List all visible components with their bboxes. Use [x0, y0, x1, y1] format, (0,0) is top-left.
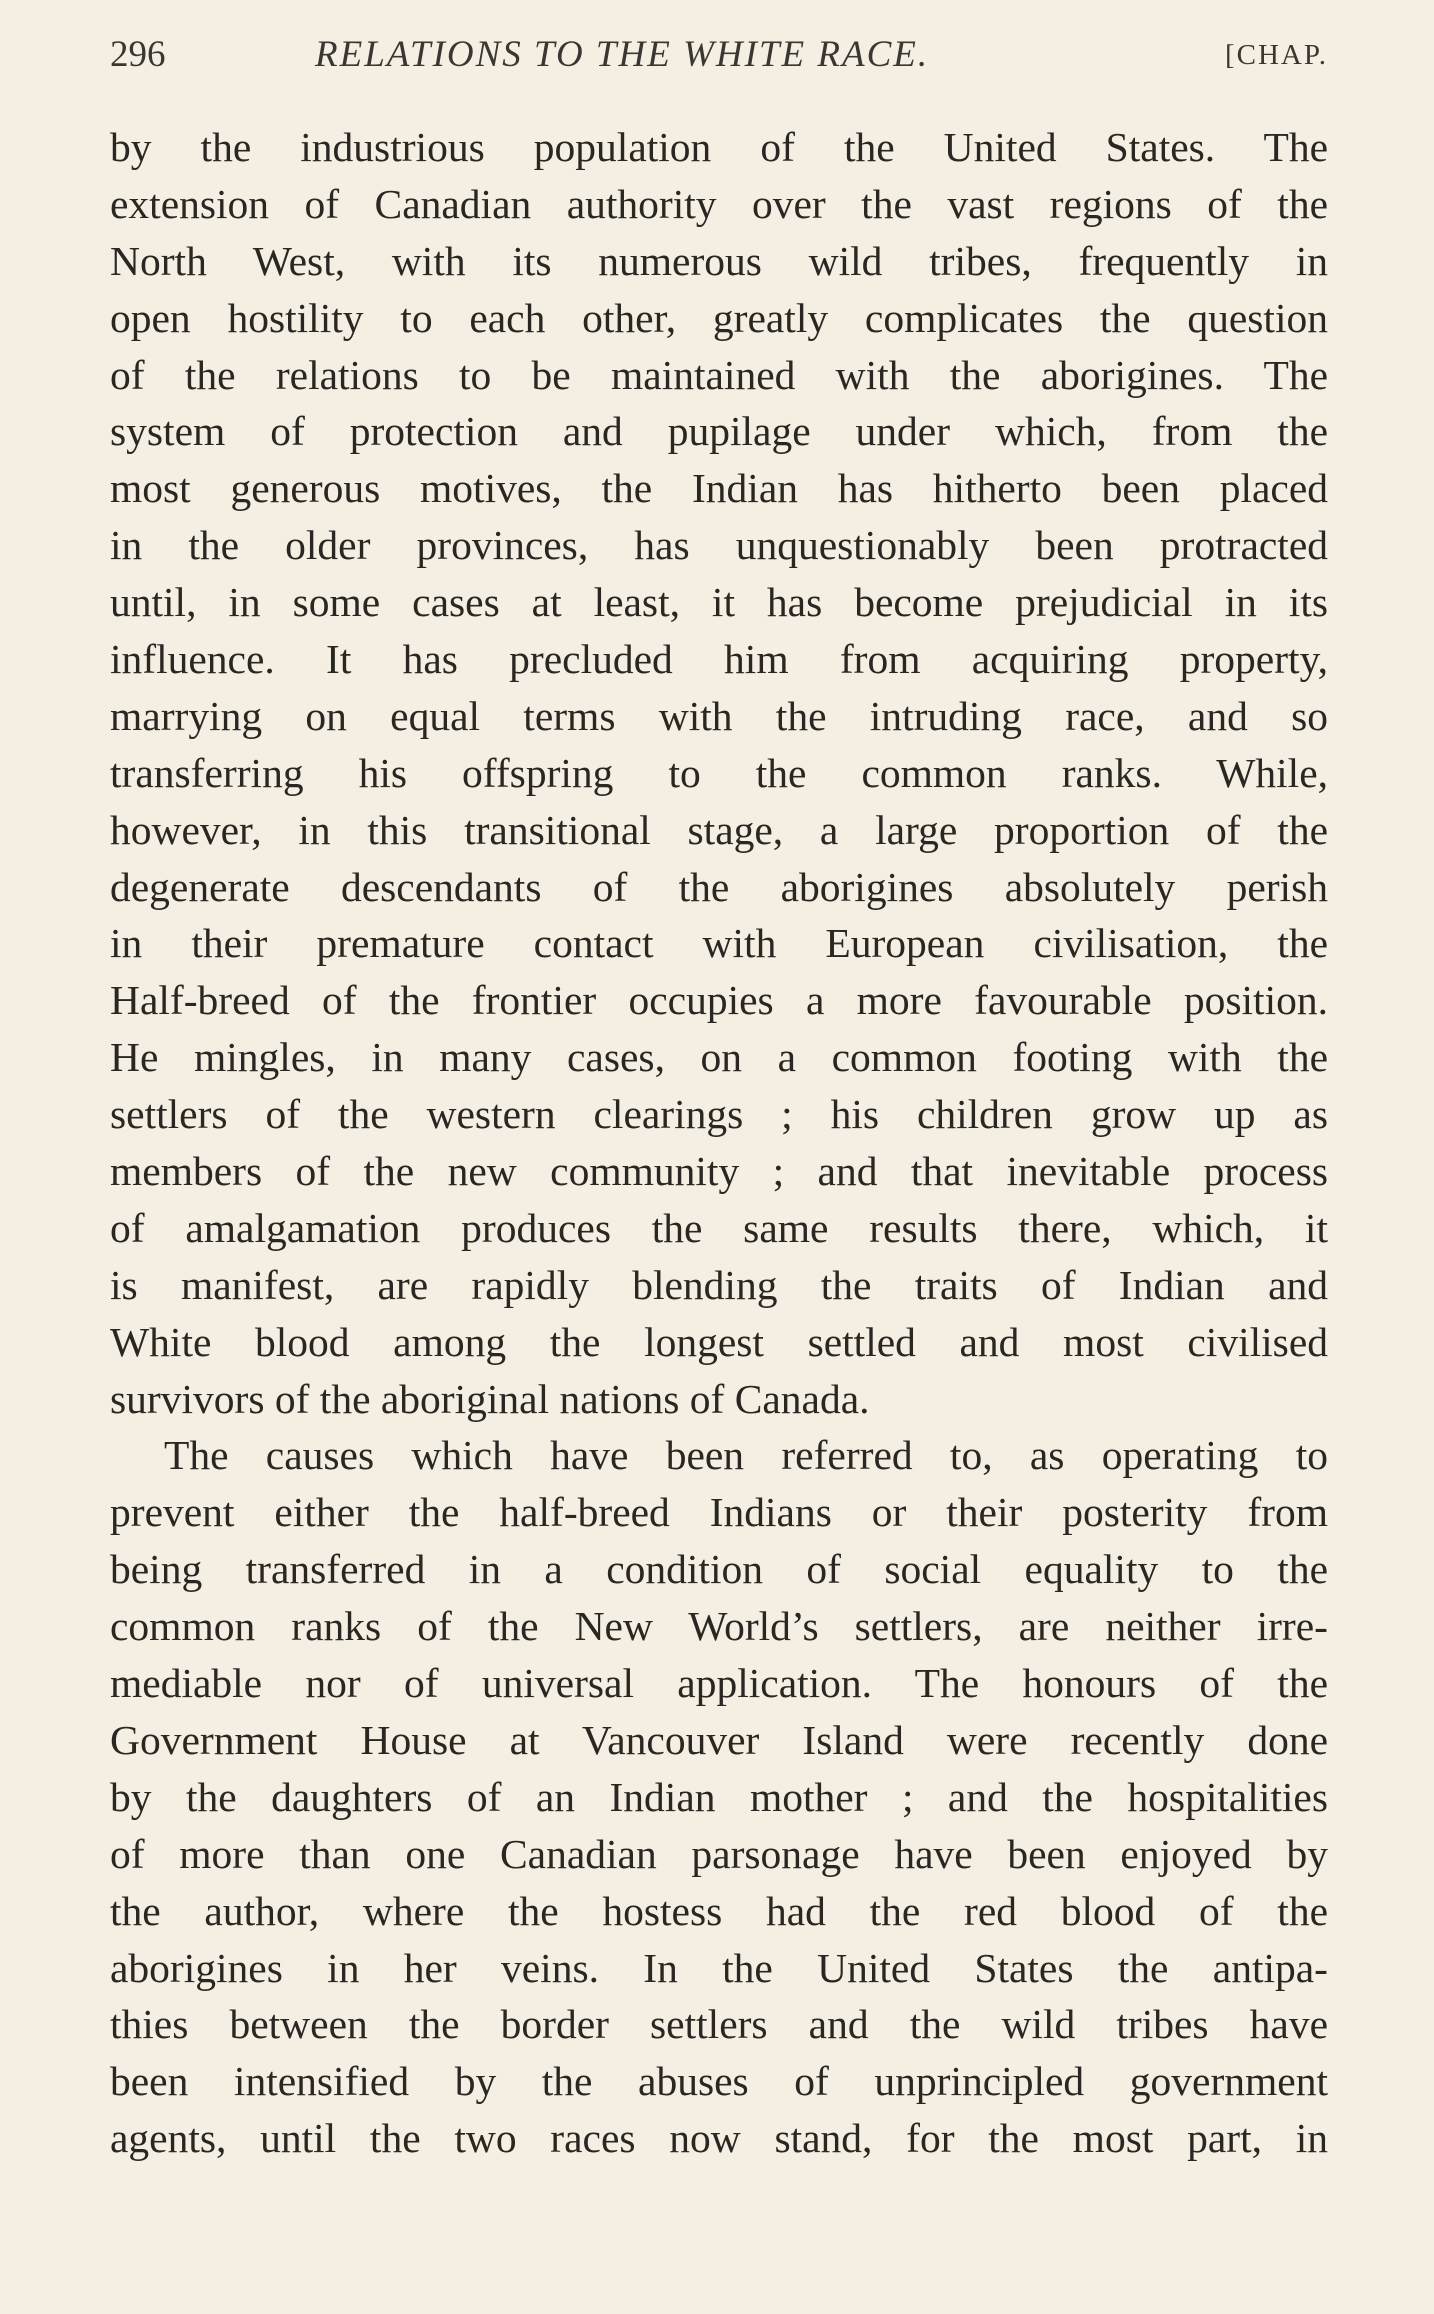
text-line: by the daughters of an Indian mother ; and the hospitalities [110, 1773, 1328, 1820]
text-line: by the industrious population of the United States. The [110, 124, 1328, 170]
text-line: until, in some cases at least, it has become prejudicial in its [110, 579, 1328, 626]
text-line: transferring his offspring to the common ranks. While, [110, 749, 1328, 796]
text-line: mediable nor of universal application. The honours of the [110, 1660, 1328, 1707]
text-line: thies between the border settlers and the wild tribes have [110, 2001, 1328, 2048]
text-line: in their premature contact with European civilisation, the [110, 920, 1328, 967]
text-line: Half-breed of the frontier occupies a more favourable position. [110, 977, 1328, 1024]
text-line: of more than one Canadian parsonage have been enjoyed by [110, 1830, 1328, 1877]
text-line: however, in this transitional stage, a large proportion of the [110, 806, 1328, 853]
text-line: Government House at Vancouver Island were recently done [110, 1716, 1328, 1763]
text-line: being transferred in a condition of social equality to the [110, 1546, 1328, 1593]
text-line: extension of Canadian authority over the vast regions of the [110, 180, 1328, 227]
paragraph [110, 1427, 1328, 2167]
text-line: The causes which have been referred to, as operating to [164, 1432, 1328, 1479]
text-line: marrying on equal terms with the intruding race, and so [110, 692, 1328, 739]
text-line: common ranks of the New World’s settlers, are neither irre- [110, 1603, 1328, 1650]
text-line: White blood among the longest settled and most civilised [110, 1318, 1328, 1365]
text-line: most generous motives, the Indian has hitherto been placed [110, 465, 1328, 512]
text-line: settlers of the western clearings ; his children grow up as [110, 1091, 1328, 1138]
chapter-marker: [CHAP. [1224, 39, 1328, 71]
text-line: of the relations to be maintained with the aborigines. The [110, 351, 1328, 398]
text-line: been intensified by the abuses of unprincipled government [110, 2058, 1328, 2105]
running-head [110, 30, 1328, 80]
text-line: in the older provinces, has unquestionably been protracted [110, 522, 1328, 569]
text-line: is manifest, are rapidly blending the traits of Indian and [110, 1261, 1328, 1308]
text-line: open hostility to each other, greatly complicates the question [110, 294, 1328, 341]
text-line: survivors of the aboriginal nations of Canada. [110, 1375, 870, 1422]
text-line: the author, where the hostess had the red blood of the [110, 1887, 1328, 1934]
paragraph-continued [110, 119, 1328, 1427]
text-line: influence. It has precluded him from acquiring property, [110, 636, 1328, 683]
text-line: of amalgamation produces the same results there, which, it [110, 1204, 1328, 1251]
text-line: prevent either the half-breed Indians or their posterity from [110, 1489, 1328, 1536]
text-line: degenerate descendants of the aborigines absolutely perish [110, 863, 1328, 910]
text-line: aborigines in her veins. In the United States the antipa- [110, 1944, 1328, 1991]
body-text [110, 119, 1328, 2167]
running-title: RELATIONS TO THE WHITE RACE. [315, 34, 930, 75]
text-line: He mingles, in many cases, on a common footing with the [110, 1034, 1328, 1081]
text-line: members of the new community ; and that inevitable process [110, 1148, 1328, 1195]
text-line: agents, until the two races now stand, for the most part, in [110, 2115, 1328, 2162]
page-number: 296 [110, 34, 166, 75]
text-line: North West, with its numerous wild tribes, frequently in [110, 237, 1328, 284]
text-line: system of protection and pupilage under which, from the [110, 408, 1328, 455]
